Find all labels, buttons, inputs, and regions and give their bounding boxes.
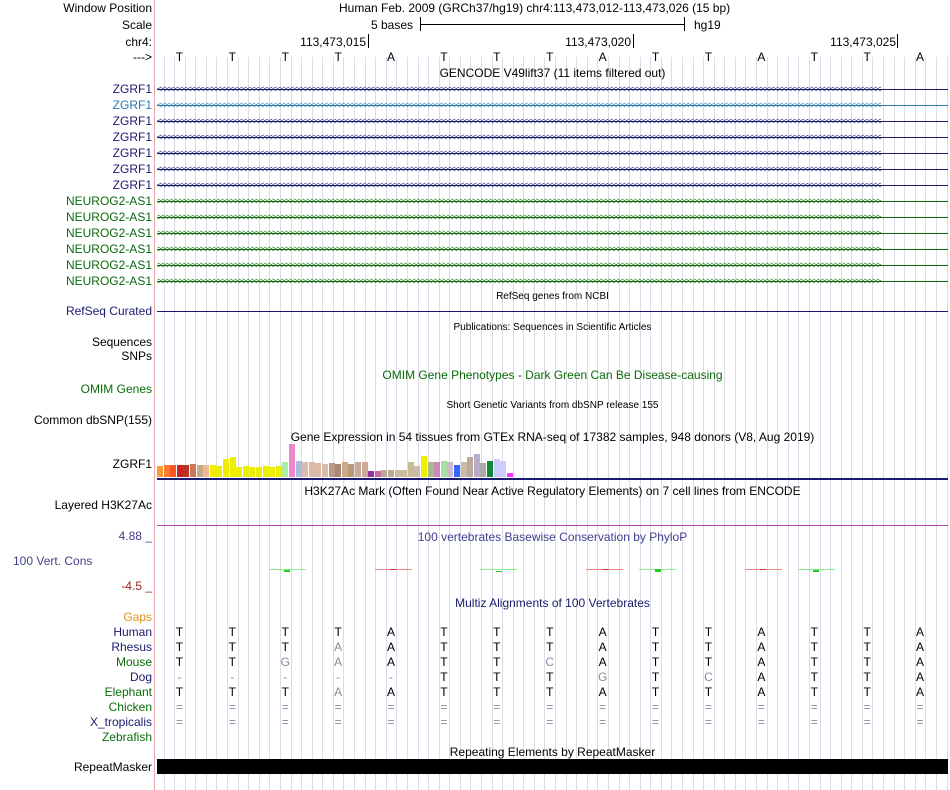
alignment-base: =	[281, 715, 289, 729]
gencode-track-label[interactable]: ZGRF1	[112, 146, 152, 160]
alignment-base: T	[704, 625, 713, 639]
scale-label: Scale	[121, 18, 152, 32]
alignment-base: T	[334, 625, 342, 639]
alignment-base: A	[387, 685, 396, 699]
alignment-base: T	[863, 640, 871, 654]
gtex-tissue-bar[interactable]	[480, 463, 486, 477]
scale-assembly: hg19	[694, 18, 721, 32]
plus-strand-arrows: >>>>>>>>>>>>>>>>>>>>>>>>>>>>>>>>>>>>>>>>>>>>>>>>>>>>>>>>>>>>>>>>>>>>>>>>>>>>>>>>>>>>>>>>>>>>>>>>>>>>>>>>>>>>>>>>>>>>>>>>>>>>>>>>>>>>>>>>>>>>>>>>>>>>>>>>>>>>>>>>>>>>>>>>>>	[157, 228, 881, 238]
alignment-base: =	[440, 715, 448, 729]
scale-bar-right-tick	[684, 17, 685, 31]
alignment-base: T	[228, 685, 237, 699]
gtex-tissue-bar[interactable]	[203, 465, 209, 477]
alignment-base: T	[281, 685, 289, 699]
alignment-base: A	[334, 685, 343, 699]
h3k27ac-baseline	[157, 525, 948, 526]
gencode-track-label[interactable]: NEUROG2-AS1	[65, 194, 152, 208]
alignment-base: T	[175, 640, 184, 654]
gtex-tissue-bar[interactable]	[447, 462, 453, 477]
gencode-track-label[interactable]: ZGRF1	[112, 178, 152, 192]
refseq-track-title: RefSeq genes from NCBI	[496, 291, 609, 302]
base-letter: T	[863, 50, 871, 64]
scale-bar-left-tick	[420, 17, 421, 31]
gtex-tissue-bar[interactable]	[414, 466, 420, 477]
alignment-base: A	[387, 625, 396, 639]
alignment-base: T	[651, 640, 660, 654]
phylop-score-bar[interactable]	[390, 569, 396, 570]
base-letter: T	[651, 50, 660, 64]
minus-strand-arrows: <<<<<<<<<<<<<<<<<<<<<<<<<<<<<<<<<<<<<<<<<<<<<<<<<<<<<<<<<<<<<<<<<<<<<<<<<<<<<<<<<<<<<<<<<<<<<<<<<<<<<<<<<<<<<<<<<<<<<<<<<<<<<<<<<<<<<<<<<<<<<<<<<<<<<<<<<<<<<<<<<<<<<<<<<<	[157, 116, 881, 126]
base-letter: T	[704, 50, 713, 64]
alignment-base: =	[704, 715, 712, 729]
alignment-base: T	[228, 655, 237, 669]
alignment-base: A	[916, 640, 925, 654]
dbsnp-track-title: Short Genetic Variants from dbSNP release 155	[446, 400, 659, 411]
gtex-tissue-bar[interactable]	[190, 464, 196, 477]
alignment-base: =	[334, 715, 342, 729]
gtex-tissue-bar[interactable]	[223, 459, 229, 477]
alignment-base: T	[493, 640, 501, 654]
scale-bar	[420, 24, 685, 25]
alignment-base: T	[704, 685, 713, 699]
plus-strand-arrows: >>>>>>>>>>>>>>>>>>>>>>>>>>>>>>>>>>>>>>>>>>>>>>>>>>>>>>>>>>>>>>>>>>>>>>>>>>>>>>>>>>>>>>>>>>>>>>>>>>>>>>>>>>>>>>>>>>>>>>>>>>>>>>>>>>>>>>>>>>>>>>>>>>>>>>>>>>>>>>>>>>>>>>>>>>	[157, 196, 881, 206]
gencode-track-label[interactable]: NEUROG2-AS1	[65, 258, 152, 272]
window-position-value: Human Feb. 2009 (GRCh37/hg19) chr4:113,473,012-113,473,026 (15 bp)	[339, 1, 731, 15]
gtex-tissue-bar[interactable]	[236, 467, 242, 477]
alignment-base: T	[546, 685, 554, 699]
species-label[interactable]: Elephant	[104, 685, 152, 699]
alignment-base: =	[440, 700, 448, 714]
alignment-base: T	[651, 670, 660, 684]
alignment-base: A	[757, 655, 766, 669]
coord-label-2: 113,473,020	[565, 35, 631, 49]
alignment-base: =	[599, 700, 607, 714]
alignment-base: =	[228, 700, 236, 714]
gencode-track-label[interactable]: NEUROG2-AS1	[65, 210, 152, 224]
alignment-base: A	[916, 655, 925, 669]
gtex-tissue-bar[interactable]	[335, 464, 341, 477]
gencode-track-label[interactable]: ZGRF1	[112, 82, 152, 96]
alignment-base: T	[440, 685, 448, 699]
alignment-base: A	[387, 655, 396, 669]
alignment-base: T	[440, 655, 448, 669]
phylop-score-bar[interactable]	[760, 569, 766, 570]
alignment-base: T	[493, 670, 501, 684]
h3k27ac-track-label[interactable]: Layered H3K27Ac	[54, 498, 152, 512]
gencode-track-label[interactable]: ZGRF1	[112, 98, 152, 112]
gtex-tissue-bar[interactable]	[256, 467, 262, 477]
gtex-tissue-bar[interactable]	[388, 470, 394, 477]
alignment-base: T	[863, 655, 871, 669]
alignment-base: T	[493, 625, 501, 639]
gtex-tissue-bar[interactable]	[170, 465, 176, 477]
alignment-base: =	[546, 715, 554, 729]
alignment-base: T	[810, 670, 818, 684]
alignment-base: =	[757, 715, 765, 729]
alignment-base: G	[597, 670, 608, 684]
alignment-base: =	[228, 715, 236, 729]
gtex-tissue-bar[interactable]	[157, 466, 163, 477]
gtex-tissue-bar[interactable]	[289, 444, 295, 477]
alignment-base: A	[598, 685, 607, 699]
alignment-base: =	[916, 715, 924, 729]
alignment-base: =	[863, 715, 871, 729]
plus-strand-arrows: >>>>>>>>>>>>>>>>>>>>>>>>>>>>>>>>>>>>>>>>>>>>>>>>>>>>>>>>>>>>>>>>>>>>>>>>>>>>>>>>>>>>>>>>>>>>>>>>>>>>>>>>>>>>>>>>>>>>>>>>>>>>>>>>>>>>>>>>>>>>>>>>>>>>>>>>>>>>>>>>>>>>>>>>>>	[157, 276, 881, 286]
alignment-base: T	[493, 655, 501, 669]
alignment-base: =	[387, 700, 395, 714]
alignment-base: A	[757, 685, 766, 699]
base-letter: T	[440, 50, 448, 64]
alignment-base: =	[175, 700, 183, 714]
base-letter: A	[916, 50, 925, 64]
coord-label-1: 113,473,015	[300, 35, 366, 49]
minus-strand-arrows: <<<<<<<<<<<<<<<<<<<<<<<<<<<<<<<<<<<<<<<<<<<<<<<<<<<<<<<<<<<<<<<<<<<<<<<<<<<<<<<<<<<<<<<<<<<<<<<<<<<<<<<<<<<<<<<<<<<<<<<<<<<<<<<<<<<<<<<<<<<<<<<<<<<<<<<<<<<<<<<<<<<<<<<<<<	[157, 132, 881, 142]
alignment-base: =	[704, 700, 712, 714]
alignment-base: -	[283, 670, 288, 684]
omim-track-title: OMIM Gene Phenotypes - Dark Green Can Be Disease-causing	[382, 368, 723, 382]
alignment-base: T	[440, 670, 448, 684]
alignment-base: =	[493, 700, 501, 714]
alignment-base: T	[704, 640, 713, 654]
coord-label-3: 113,473,025	[830, 35, 896, 49]
gtex-tissue-bar[interactable]	[507, 473, 513, 477]
gtex-tissue-bar[interactable]	[467, 457, 473, 477]
alignment-base: T	[651, 655, 660, 669]
gtex-tissue-bar[interactable]	[282, 462, 288, 477]
base-letter: T	[228, 50, 237, 64]
alignment-base: C	[545, 655, 555, 669]
species-label[interactable]: Human	[113, 625, 152, 639]
alignment-base: T	[228, 625, 237, 639]
alignment-base: =	[387, 715, 395, 729]
phylop-max-label: 4.88 _	[118, 529, 152, 543]
alignment-base: T	[810, 655, 818, 669]
base-letter: T	[175, 50, 184, 64]
plus-strand-arrows: >>>>>>>>>>>>>>>>>>>>>>>>>>>>>>>>>>>>>>>>>>>>>>>>>>>>>>>>>>>>>>>>>>>>>>>>>>>>>>>>>>>>>>>>>>>>>>>>>>>>>>>>>>>>>>>>>>>>>>>>>>>>>>>>>>>>>>>>>>>>>>>>>>>>>>>>>>>>>>>>>>>>>>>>>>	[157, 244, 881, 254]
alignment-base: T	[175, 655, 184, 669]
minus-strand-arrows: <<<<<<<<<<<<<<<<<<<<<<<<<<<<<<<<<<<<<<<<<<<<<<<<<<<<<<<<<<<<<<<<<<<<<<<<<<<<<<<<<<<<<<<<<<<<<<<<<<<<<<<<<<<<<<<<<<<<<<<<<<<<<<<<<<<<<<<<<<<<<<<<<<<<<<<<<<<<<<<<<<<<<<<<<<	[157, 84, 881, 94]
repeatmasker-track-label[interactable]: RepeatMasker	[73, 760, 152, 774]
alignment-base: =	[281, 700, 289, 714]
alignment-base: -	[177, 670, 182, 684]
repeatmasker-feature[interactable]	[157, 759, 948, 774]
gtex-tissue-bar[interactable]	[368, 471, 374, 477]
base-letter: T	[281, 50, 289, 64]
alignment-base: -	[336, 670, 341, 684]
gencode-track-label[interactable]: NEUROG2-AS1	[65, 274, 152, 288]
alignment-base: =	[175, 715, 183, 729]
alignment-base: =	[757, 700, 765, 714]
alignment-base: =	[916, 700, 924, 714]
alignment-base: T	[546, 625, 554, 639]
gtex-tissue-bar[interactable]	[183, 465, 189, 477]
alignment-base: T	[810, 685, 818, 699]
alignment-base: A	[334, 640, 343, 654]
minus-strand-arrows: <<<<<<<<<<<<<<<<<<<<<<<<<<<<<<<<<<<<<<<<<<<<<<<<<<<<<<<<<<<<<<<<<<<<<<<<<<<<<<<<<<<<<<<<<<<<<<<<<<<<<<<<<<<<<<<<<<<<<<<<<<<<<<<<<<<<<<<<<<<<<<<<<<<<<<<<<<<<<<<<<<<<<<<<<<	[157, 148, 881, 158]
phylop-score-bar[interactable]	[655, 569, 661, 572]
alignment-base: T	[281, 625, 289, 639]
base-letter: T	[493, 50, 501, 64]
alignment-base: A	[387, 640, 396, 654]
alignment-base: -	[230, 670, 235, 684]
species-label[interactable]: Mouse	[115, 655, 152, 669]
gtex-tissue-bar[interactable]	[249, 467, 255, 477]
alignment-base: T	[863, 685, 871, 699]
window-position-label: Window Position	[63, 1, 152, 15]
gencode-track-label[interactable]: ZGRF1	[112, 114, 152, 128]
alignment-base: A	[598, 640, 607, 654]
alignment-base: =	[810, 700, 818, 714]
phylop-track-label[interactable]: 100 Vert. Cons	[13, 554, 93, 568]
species-label[interactable]: Chicken	[108, 700, 152, 714]
label-separator	[154, 0, 155, 790]
gtex-tissue-bar[interactable]	[355, 462, 361, 477]
phylop-score-bar[interactable]	[813, 570, 819, 572]
alignment-base: =	[863, 700, 871, 714]
gtex-track-title: Gene Expression in 54 tissues from GTEx RNA-seq of 17382 samples, 948 donors (V8, Aug 2019)	[290, 430, 815, 444]
gtex-tissue-bar[interactable]	[381, 470, 387, 477]
alignment-base: A	[916, 625, 925, 639]
gtex-tissue-bar[interactable]	[421, 456, 427, 477]
alignment-base: T	[175, 685, 184, 699]
coord-tick-1	[368, 34, 369, 48]
dbsnp-track-label[interactable]: Common dbSNP(155)	[33, 413, 152, 427]
h3k27ac-track-title: H3K27Ac Mark (Often Found Near Active Regulatory Elements) on 7 cell lines from ENCODE	[304, 484, 801, 498]
gtex-tissue-bar[interactable]	[454, 465, 460, 477]
minus-strand-arrows: <<<<<<<<<<<<<<<<<<<<<<<<<<<<<<<<<<<<<<<<<<<<<<<<<<<<<<<<<<<<<<<<<<<<<<<<<<<<<<<<<<<<<<<<<<<<<<<<<<<<<<<<<<<<<<<<<<<<<<<<<<<<<<<<<<<<<<<<<<<<<<<<<<<<<<<<<<<<<<<<<<<<<<<<<<	[157, 100, 881, 110]
alignment-base: G	[280, 655, 290, 669]
alignment-base: T	[546, 670, 554, 684]
minus-strand-arrows: <<<<<<<<<<<<<<<<<<<<<<<<<<<<<<<<<<<<<<<<<<<<<<<<<<<<<<<<<<<<<<<<<<<<<<<<<<<<<<<<<<<<<<<<<<<<<<<<<<<<<<<<<<<<<<<<<<<<<<<<<<<<<<<<<<<<<<<<<<<<<<<<<<<<<<<<<<<<<<<<<<<<<<<<<<	[157, 164, 881, 174]
species-label[interactable]: X_tropicalis	[89, 715, 152, 729]
phylop-track-title: 100 vertebrates Basewise Conservation by PhyloP	[417, 530, 688, 544]
gtex-tissue-bar[interactable]	[434, 462, 440, 477]
snps-track-label[interactable]: SNPs	[121, 349, 152, 363]
gencode-track-label[interactable]: ZGRF1	[112, 162, 152, 176]
alignment-base: T	[810, 625, 818, 639]
alignment-base: -	[389, 670, 394, 684]
species-label[interactable]: Dog	[129, 670, 152, 684]
strand-label: --->	[133, 50, 152, 64]
alignment-base: A	[757, 640, 766, 654]
gtex-tissue-bar[interactable]	[401, 470, 407, 477]
publications-track-title: Publications: Sequences in Scientific Articles	[453, 322, 652, 333]
alignment-base: =	[493, 715, 501, 729]
alignment-base: A	[334, 655, 343, 669]
species-label[interactable]: Zebrafish	[101, 730, 152, 744]
gtex-tissue-bar[interactable]	[322, 464, 328, 477]
phylop-min-label: -4.5 _	[121, 579, 152, 593]
alignment-base: T	[704, 655, 713, 669]
gtex-baseline	[157, 478, 948, 480]
alignment-base: C	[704, 670, 713, 684]
gaps-label: Gaps	[123, 610, 152, 624]
alignment-base: T	[863, 670, 871, 684]
alignment-base: A	[916, 685, 925, 699]
plus-strand-arrows: >>>>>>>>>>>>>>>>>>>>>>>>>>>>>>>>>>>>>>>>>>>>>>>>>>>>>>>>>>>>>>>>>>>>>>>>>>>>>>>>>>>>>>>>>>>>>>>>>>>>>>>>>>>>>>>>>>>>>>>>>>>>>>>>>>>>>>>>>>>>>>>>>>>>>>>>>>>>>>>>>>>>>>>>>>	[157, 212, 881, 222]
alignment-base: A	[598, 625, 607, 639]
multiz-track-title: Multiz Alignments of 100 Vertebrates	[455, 596, 650, 610]
coord-tick-3	[897, 34, 898, 48]
phylop-score-bar[interactable]	[496, 571, 502, 572]
coord-tick-2	[633, 34, 634, 48]
alignment-base: =	[546, 700, 554, 714]
gtex-tissue-bar[interactable]	[315, 463, 321, 477]
gtex-expression-bars[interactable]	[157, 444, 537, 477]
plus-strand-arrows: >>>>>>>>>>>>>>>>>>>>>>>>>>>>>>>>>>>>>>>>>>>>>>>>>>>>>>>>>>>>>>>>>>>>>>>>>>>>>>>>>>>>>>>>>>>>>>>>>>>>>>>>>>>>>>>>>>>>>>>>>>>>>>>>>>>>>>>>>>>>>>>>>>>>>>>>>>>>>>>>>>>>>>>>>>	[157, 260, 881, 270]
sequences-track-label[interactable]: Sequences	[91, 335, 152, 349]
alignment-base: T	[281, 640, 289, 654]
alignment-base: =	[599, 715, 607, 729]
minus-strand-arrows: <<<<<<<<<<<<<<<<<<<<<<<<<<<<<<<<<<<<<<<<<<<<<<<<<<<<<<<<<<<<<<<<<<<<<<<<<<<<<<<<<<<<<<<<<<<<<<<<<<<<<<<<<<<<<<<<<<<<<<<<<<<<<<<<<<<<<<<<<<<<<<<<<<<<<<<<<<<<<<<<<<<<<<<<<<	[157, 180, 881, 190]
gencode-track-title: GENCODE V49lift37 (11 items filtered out)	[439, 66, 666, 80]
alignment-base: T	[440, 640, 448, 654]
refseq-feature-line[interactable]	[157, 311, 948, 312]
alignment-base: T	[493, 685, 501, 699]
species-label[interactable]: Rhesus	[111, 640, 152, 654]
alignment-base: A	[916, 670, 925, 684]
gtex-tissue-bar[interactable]	[487, 461, 493, 477]
alignment-base: T	[546, 640, 554, 654]
refseq-track-label[interactable]: RefSeq Curated	[65, 304, 152, 318]
alignment-base: =	[810, 715, 818, 729]
gtex-tissue-bar[interactable]	[216, 466, 222, 477]
phylop-baseline-mark	[480, 569, 517, 570]
alignment-base: T	[228, 640, 237, 654]
alignment-base: T	[651, 625, 660, 639]
gtex-tissue-bar[interactable]	[302, 462, 308, 477]
alignment-base: T	[810, 640, 818, 654]
repeatmasker-track-title: Repeating Elements by RepeatMasker	[449, 745, 656, 759]
phylop-score-bar[interactable]	[284, 570, 290, 572]
phylop-score-bar[interactable]	[602, 569, 608, 570]
scale-text: 5 bases	[371, 18, 414, 32]
gencode-track-label[interactable]: NEUROG2-AS1	[65, 242, 152, 256]
chr-label: chr4:	[125, 35, 152, 49]
gencode-track-label[interactable]: ZGRF1	[112, 130, 152, 144]
base-letter: A	[757, 50, 766, 64]
base-letter: T	[334, 50, 342, 64]
alignment-base: A	[757, 625, 766, 639]
base-letter: T	[546, 50, 554, 64]
gtex-track-label[interactable]: ZGRF1	[112, 457, 152, 471]
alignment-base: T	[175, 625, 184, 639]
base-letter: T	[810, 50, 818, 64]
alignment-base: T	[863, 625, 871, 639]
alignment-base: =	[652, 715, 660, 729]
alignment-base: T	[651, 685, 660, 699]
base-letter: A	[387, 50, 396, 64]
omim-track-label[interactable]: OMIM Genes	[80, 382, 152, 396]
alignment-base: =	[652, 700, 660, 714]
base-letter: A	[598, 50, 607, 64]
alignment-base: A	[757, 670, 766, 684]
gtex-tissue-bar[interactable]	[269, 467, 275, 477]
alignment-base: =	[334, 700, 342, 714]
gtex-tissue-bar[interactable]	[348, 464, 354, 477]
alignment-base: A	[598, 655, 607, 669]
gencode-track-label[interactable]: NEUROG2-AS1	[65, 226, 152, 240]
alignment-base: T	[440, 625, 448, 639]
gtex-tissue-bar[interactable]	[500, 461, 506, 477]
